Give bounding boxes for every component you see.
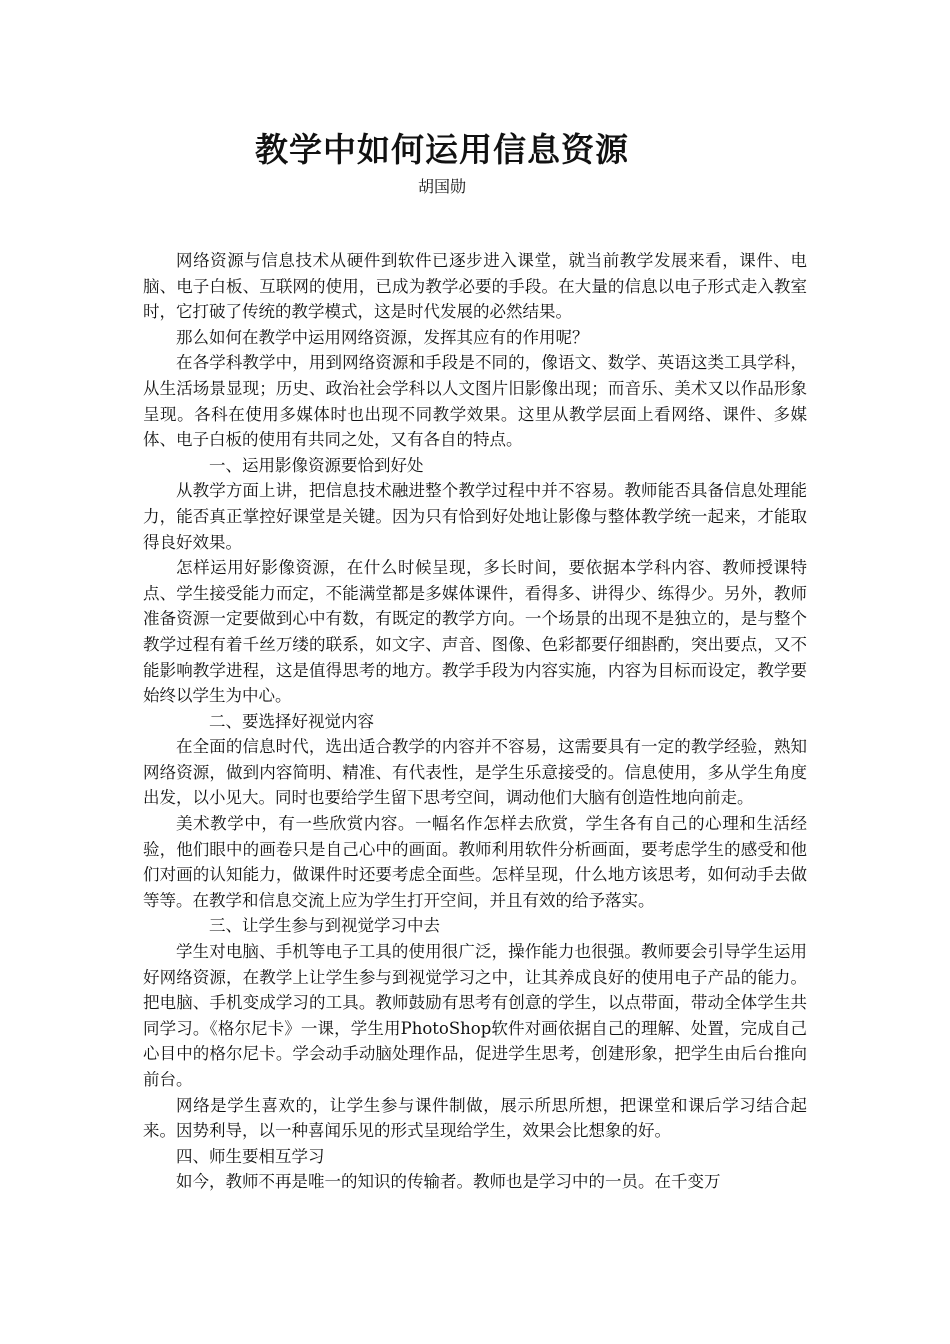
- intro-paragraph-1: 网络资源与信息技术从硬件到软件已逐步进入课堂，就当前教学发展来看，课件、电脑、电子白板、互联网的使用，已成为教学必要的手段。在大量的信息以电子形式走入教室时，它打破了传统的教学模式，这是时代发展的必然结果。: [143, 251, 807, 322]
- section-1-title: 运用影像资源要恰到好处: [242, 455, 424, 475]
- section-3-heading: [143, 913, 807, 939]
- section-4-heading: 四、师生要相互学习: [176, 1146, 325, 1166]
- section-2-paragraph-2: 美术教学中，有一些欣赏内容。一幅名作怎样去欣赏，学生各有自己的心理和生活经验，他们眼中的画卷只是自己心中的画面。教师利用软件分析画面，要考虑学生的感受和他们对画的认知能力，做课件时还要考虑全面些。怎样呈现，什么地方该思考，如何动手去做等等。在教学和信息交流上应为学生打开空间，并且有效的给予落实。: [143, 814, 807, 910]
- section-1-paragraph-2: 怎样运用好影像资源，在什么时候呈现，多长时间，要依据本学科内容、教师授课特点、学生接受能力而定，不能满堂都是多媒体课件，看得多、讲得少、练得少。另外，教师准备资源一定要做到心中有数，有既定的教学方向。一个场景的出现不是独立的，是与整个教学过程有着千丝万缕的联系，如文字、声音、图像、色彩都要仔细斟酌，突出要点，又不能影响教学进程，这是值得思考的地方。教学手段为内容实施，内容为目标而设定，教学要始终以学生为中心。: [143, 558, 807, 706]
- section-1-number: 一、: [209, 455, 242, 475]
- intro-paragraph-3: 在各学科教学中，用到网络资源和手段是不同的，像语文、数学、英语这类工具学科，从生活场景显现；历史、政治社会学科以人文图片旧影像出现；而音乐、美术又以作品形象呈现。各科在使用多媒体时也出现不同教学效果。这里从教学层面上看网络、课件、多媒体、电子白板的使用有共同之处，又有各自的特点。: [143, 353, 807, 450]
- section-1-paragraph-1: 从教学方面上讲，把信息技术融进整个教学过程中并不容易。教师能否具备信息处理能力，能否真正掌控好课堂是关键。因为只有恰到好处地让影像与整体教学统一起来，才能取得良好效果。: [143, 481, 807, 552]
- section-4-paragraph-1: 如今，教师不再是唯一的知识的传输者。教师也是学习中的一员。在千变万: [176, 1172, 721, 1192]
- section-3-title: 让学生参与到视觉学习中去: [242, 916, 440, 936]
- section-2-paragraph-1: 在全面的信息时代，选出适合教学的内容并不容易，这需要具有一定的教学经验，熟知网络资源，做到内容简明、精准、有代表性，是学生乐意接受的。信息使用，多从学生角度出发，以小见大。同时也要给学生留下思考空间，调动他们大脑有创造性地向前走。: [143, 737, 807, 808]
- author-name: 胡国勋: [417, 177, 466, 196]
- section-2-heading: [143, 709, 807, 735]
- section-2-number: 二、: [209, 711, 242, 731]
- section-3-paragraph-1: 学生对电脑、手机等电子工具的使用很广泛，操作能力也很强。教师要会引导学生运用好网络资源，在教学上让学生参与到视觉学习之中，让其养成良好的使用电子产品的能力。把电脑、手机变成学习的工具。教师鼓励有思考有创意的学生，以点带面，带动全体学生共同学习。《格尔尼卡》一课，学生用PhotoShop软件对画依据自己的理解、处置，完成自己心目中的格尔尼卡。学会动手动脑处理作品，促进学生思考，创建形象，把学生由后台推向前台。: [143, 942, 807, 1089]
- section-3-number: 三、: [209, 916, 242, 936]
- intro-paragraph-2: 那么如何在教学中运用网络资源，发挥其应有的作用呢？: [176, 327, 589, 347]
- document-title: 教学中如何运用信息资源: [255, 130, 629, 169]
- section-1-heading: [143, 453, 807, 479]
- section-3-paragraph-2: 网络是学生喜欢的，让学生参与课件制做，展示所思所想，把课堂和课后学习结合起来。因势利导，以一种喜闻乐见的形式呈现给学生，效果会比想象的好。: [143, 1095, 807, 1141]
- section-2-title: 要选择好视觉内容: [242, 711, 374, 731]
- document-body: [143, 248, 807, 1195]
